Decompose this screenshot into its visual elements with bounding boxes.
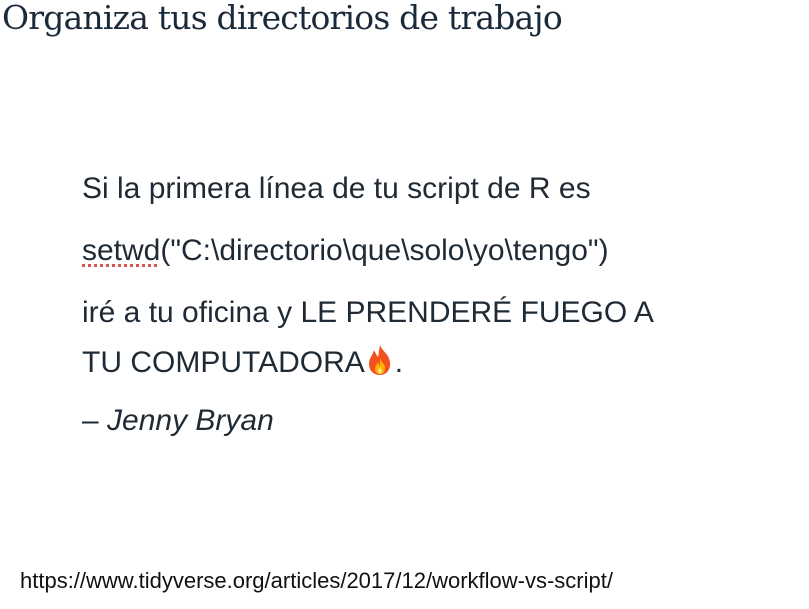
quote-line-3: iré a tu oficina y LE PRENDERÉ FUEGO A xyxy=(82,296,654,329)
quote-line-2 xyxy=(82,234,609,268)
fire-icon xyxy=(365,344,395,376)
quote-line-4-period: . xyxy=(394,346,404,379)
quote-line-4 xyxy=(82,344,403,380)
page-title: Organiza tus directorios de trabajo xyxy=(2,0,562,37)
quote-line-4-text: TU COMPUTADORA xyxy=(82,346,365,379)
quote-line-1: Si la primera línea de tu script de R es xyxy=(82,172,591,205)
quote-attribution: – Jenny Bryan xyxy=(82,404,274,437)
setwd-function: setwd xyxy=(82,234,161,267)
setwd-argument: ("C:\directorio\que\solo\yo\tengo") xyxy=(160,234,609,267)
source-link[interactable]: https://www.tidyverse.org/articles/2017/12/workflow-vs-script/ xyxy=(20,568,613,593)
